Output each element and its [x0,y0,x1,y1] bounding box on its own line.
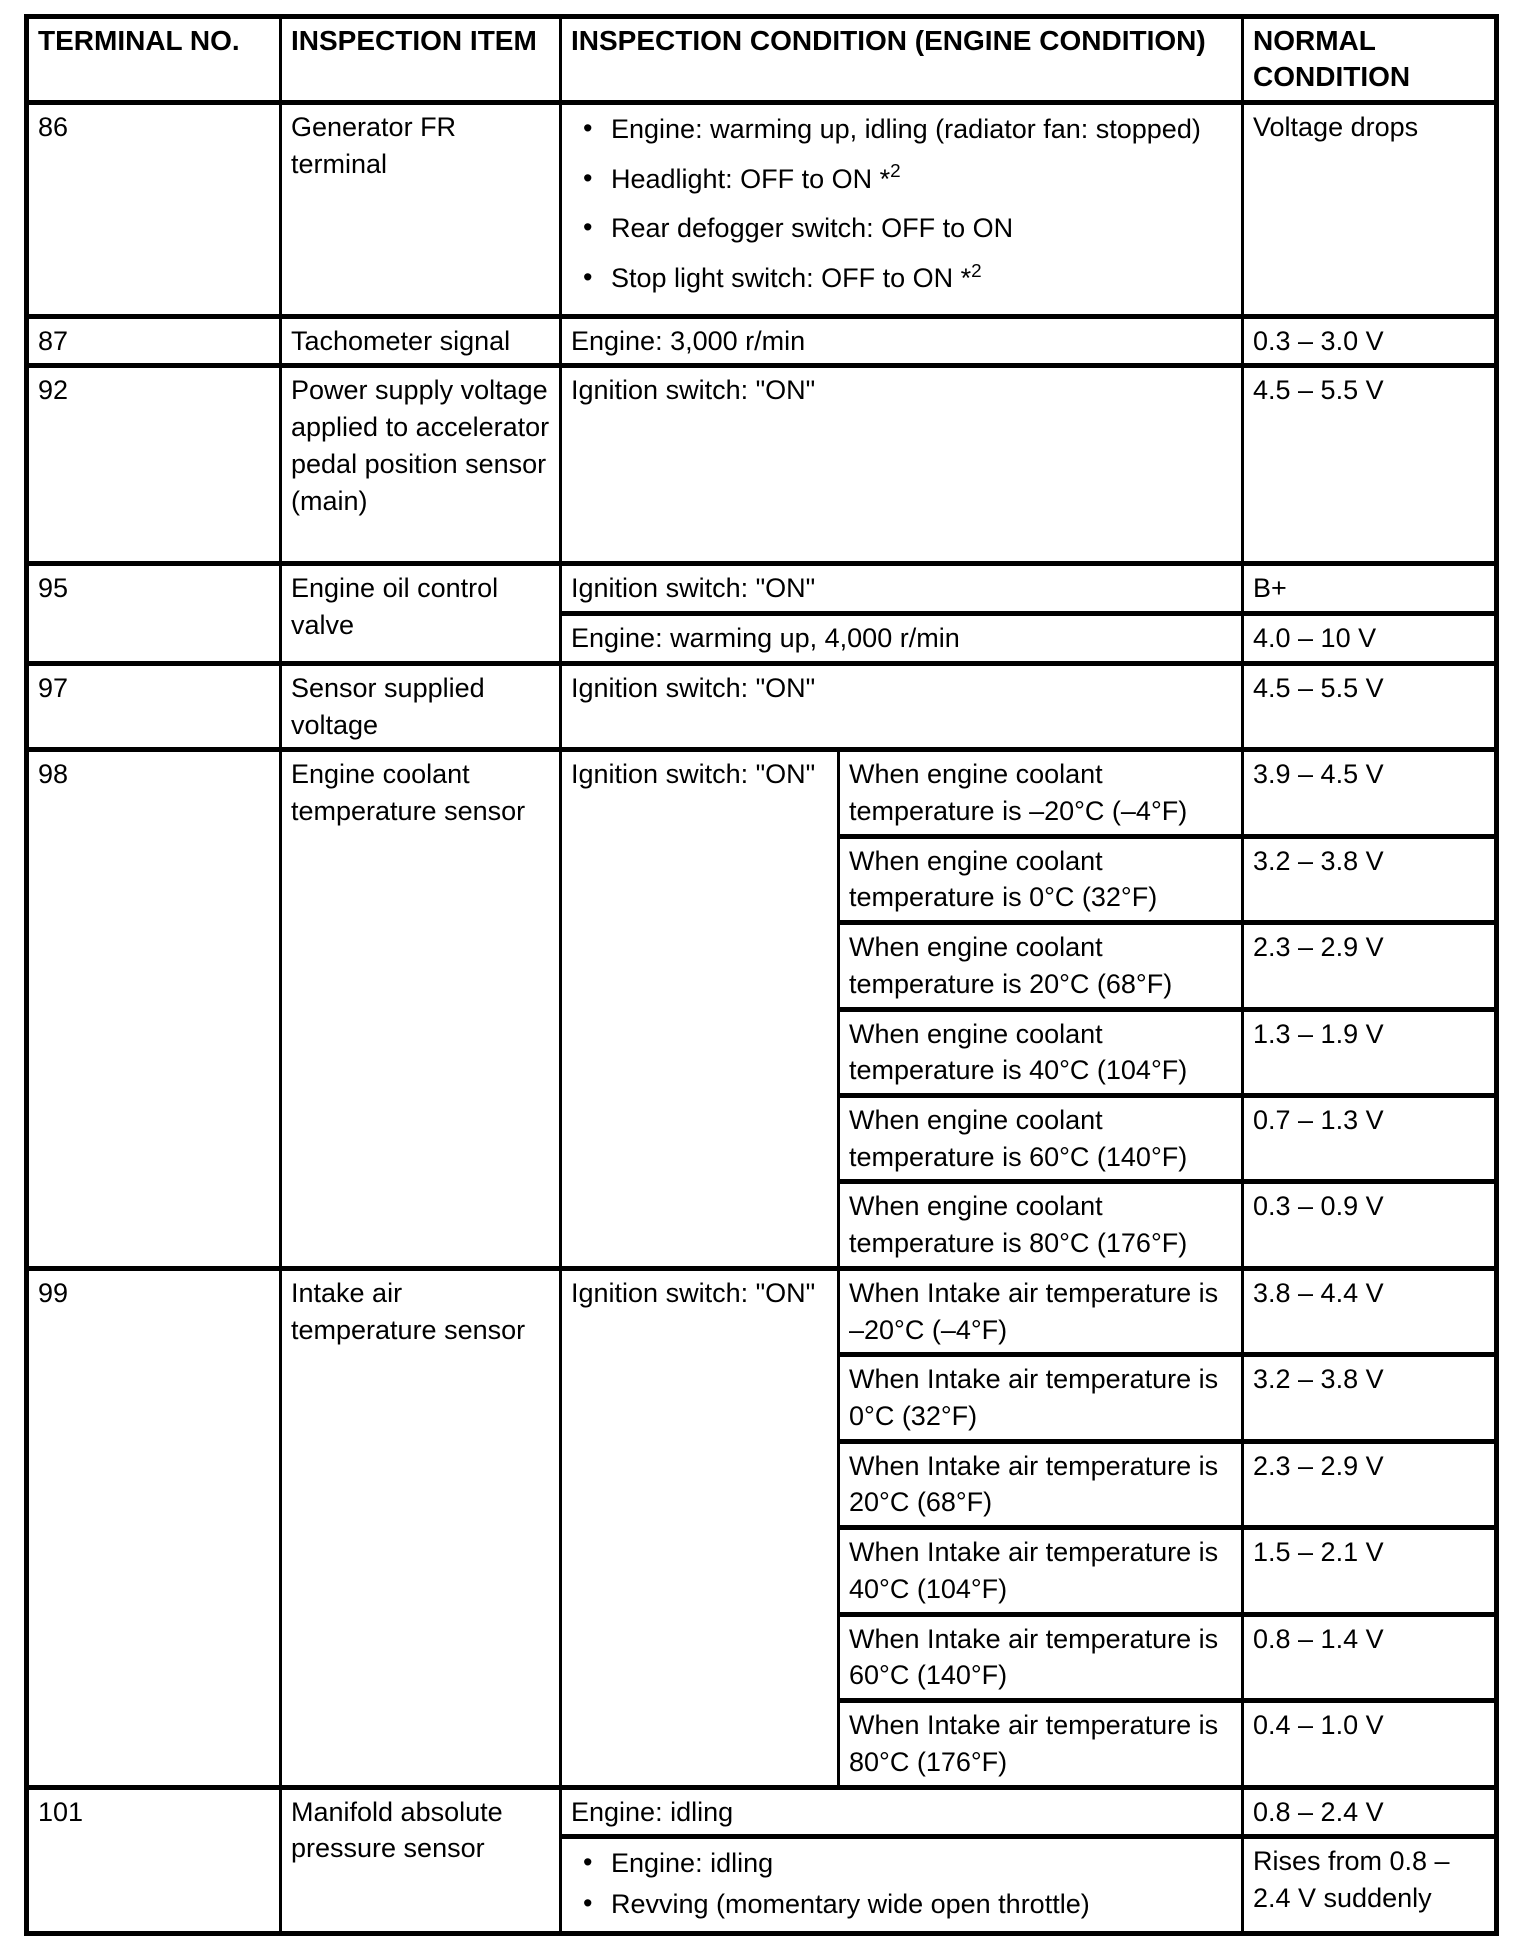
terminal-no-cell: 97 [27,663,281,749]
bullet-item [571,111,1233,148]
inspection-item-cell: Engine coolant temperature sensor [281,750,561,1269]
normal-condition-cell: 3.2 – 3.8 V [1243,836,1497,922]
sub-condition-cell: When engine coolant temperature is 0°C (32°F) [839,836,1243,922]
inspection-item-cell: Generator FR terminal [281,102,561,316]
sub-condition-cell: When Intake air temperature is 60°C (140°F) [839,1614,1243,1700]
terminal-no-cell: 101 [27,1787,281,1933]
normal-condition-cell: 2.3 – 2.9 V [1243,923,1497,1009]
normal-condition-cell: 0.7 – 1.3 V [1243,1096,1497,1182]
bullet-icon: • [583,212,593,243]
bullet-item [571,1886,1233,1923]
terminal-no-cell: 98 [27,750,281,1269]
table-row [27,564,1497,614]
normal-condition-cell: 2.3 – 2.9 V [1243,1441,1497,1527]
normal-condition-cell: 4.5 – 5.5 V [1243,663,1497,749]
normal-condition-cell: Rises from 0.8 – 2.4 V suddenly [1243,1837,1497,1933]
bullet-icon: • [583,1887,593,1918]
normal-condition-cell: 0.8 – 1.4 V [1243,1614,1497,1700]
table-row [27,366,1497,564]
inspection-condition-cell: Ignition switch: "ON" [561,1268,839,1787]
normal-condition-cell: 4.5 – 5.5 V [1243,366,1497,564]
normal-condition-cell: 1.5 – 2.1 V [1243,1528,1497,1614]
inspection-condition-cell: Ignition switch: "ON" [561,564,1243,614]
header-inspection-item: INSPECTION ITEM [281,17,561,103]
header-inspection-condition: INSPECTION CONDITION (ENGINE CONDITION) [561,17,1243,103]
sub-condition-cell: When Intake air temperature is 40°C (104°F) [839,1528,1243,1614]
normal-condition-cell: Voltage drops [1243,102,1497,316]
inspection-condition-cell: Engine: warming up, 4,000 r/min [561,614,1243,664]
terminal-no-cell: 95 [27,564,281,663]
inspection-condition-cell [561,102,1243,316]
normal-condition-cell: 0.4 – 1.0 V [1243,1701,1497,1787]
inspection-item-cell: Power supply voltage applied to accelerator pedal position sensor (main) [281,366,561,564]
table-row [27,316,1497,366]
bullet-text: Engine: idling [611,1848,774,1879]
inspection-condition-cell: Ignition switch: "ON" [561,750,839,1269]
bullet-text: Revving (momentary wide open throttle) [611,1888,1090,1919]
inspection-condition-cell: Ignition switch: "ON" [561,366,1243,564]
bullet-item [571,260,1233,297]
bullet-icon: • [583,112,593,143]
inspection-item-cell: Engine oil control valve [281,564,561,663]
bullet-text: Engine: warming up, idling (radiator fan: stopped) [611,113,1201,144]
inspection-item-cell: Intake air temperature sensor [281,1268,561,1787]
condition-bullet-list [571,111,1233,297]
sub-condition-cell: When engine coolant temperature is 80°C (176°F) [839,1182,1243,1268]
sub-condition-cell: When Intake air temperature is 20°C (68°F) [839,1441,1243,1527]
bullet-icon: • [583,261,593,292]
bullet-item [571,1845,1233,1882]
bullet-text: Headlight: OFF to ON * [611,163,891,194]
header-normal-condition: NORMAL CONDITION [1243,17,1497,103]
terminal-no-cell: 86 [27,102,281,316]
normal-condition-cell: 0.3 – 3.0 V [1243,316,1497,366]
bullet-text: Rear defogger switch: OFF to ON [611,213,1014,244]
bullet-icon: • [583,1847,593,1878]
normal-condition-cell: 4.0 – 10 V [1243,614,1497,664]
table-row [27,1268,1497,1354]
table-row [27,663,1497,749]
terminal-no-cell: 87 [27,316,281,366]
bullet-text: Stop light switch: OFF to ON * [611,262,972,293]
terminal-no-cell: 92 [27,366,281,564]
condition-bullet-list [571,1845,1233,1922]
header-terminal-no: TERMINAL NO. [27,17,281,103]
normal-condition-cell: B+ [1243,564,1497,614]
sub-condition-cell: When engine coolant temperature is 20°C (68°F) [839,923,1243,1009]
normal-condition-cell: 3.9 – 4.5 V [1243,750,1497,836]
inspection-item-cell: Sensor supplied voltage [281,663,561,749]
sub-condition-cell: When engine coolant temperature is –20°C (–4°F) [839,750,1243,836]
sub-condition-cell: When Intake air temperature is 80°C (176°F) [839,1701,1243,1787]
inspection-condition-cell: Engine: 3,000 r/min [561,316,1243,366]
bullet-icon: • [583,162,593,193]
terminal-no-cell: 99 [27,1268,281,1787]
sub-condition-cell: When engine coolant temperature is 60°C (140°F) [839,1096,1243,1182]
sub-condition-cell: When Intake air temperature is 0°C (32°F) [839,1355,1243,1441]
inspection-condition-cell: Engine: idling [561,1787,1243,1837]
table-header-row [27,17,1497,103]
normal-condition-cell: 1.3 – 1.9 V [1243,1009,1497,1095]
inspection-item-cell: Manifold absolute pressure sensor [281,1787,561,1933]
table-row [27,1787,1497,1837]
sub-condition-cell: When Intake air temperature is –20°C (–4°F) [839,1268,1243,1354]
footnote-superscript: 2 [971,260,982,282]
normal-condition-cell: 3.2 – 3.8 V [1243,1355,1497,1441]
normal-condition-cell: 0.3 – 0.9 V [1243,1182,1497,1268]
bullet-item [571,210,1233,247]
table-row [27,102,1497,316]
footnote-superscript: 2 [890,161,901,183]
sub-condition-cell: When engine coolant temperature is 40°C (104°F) [839,1009,1243,1095]
bullet-item [571,161,1233,198]
inspection-condition-cell [561,1837,1243,1933]
terminal-inspection-table [24,14,1499,1936]
normal-condition-cell: 3.8 – 4.4 V [1243,1268,1497,1354]
normal-condition-cell: 0.8 – 2.4 V [1243,1787,1497,1837]
table-row [27,750,1497,836]
inspection-condition-cell: Ignition switch: "ON" [561,663,1243,749]
inspection-item-cell: Tachometer signal [281,316,561,366]
